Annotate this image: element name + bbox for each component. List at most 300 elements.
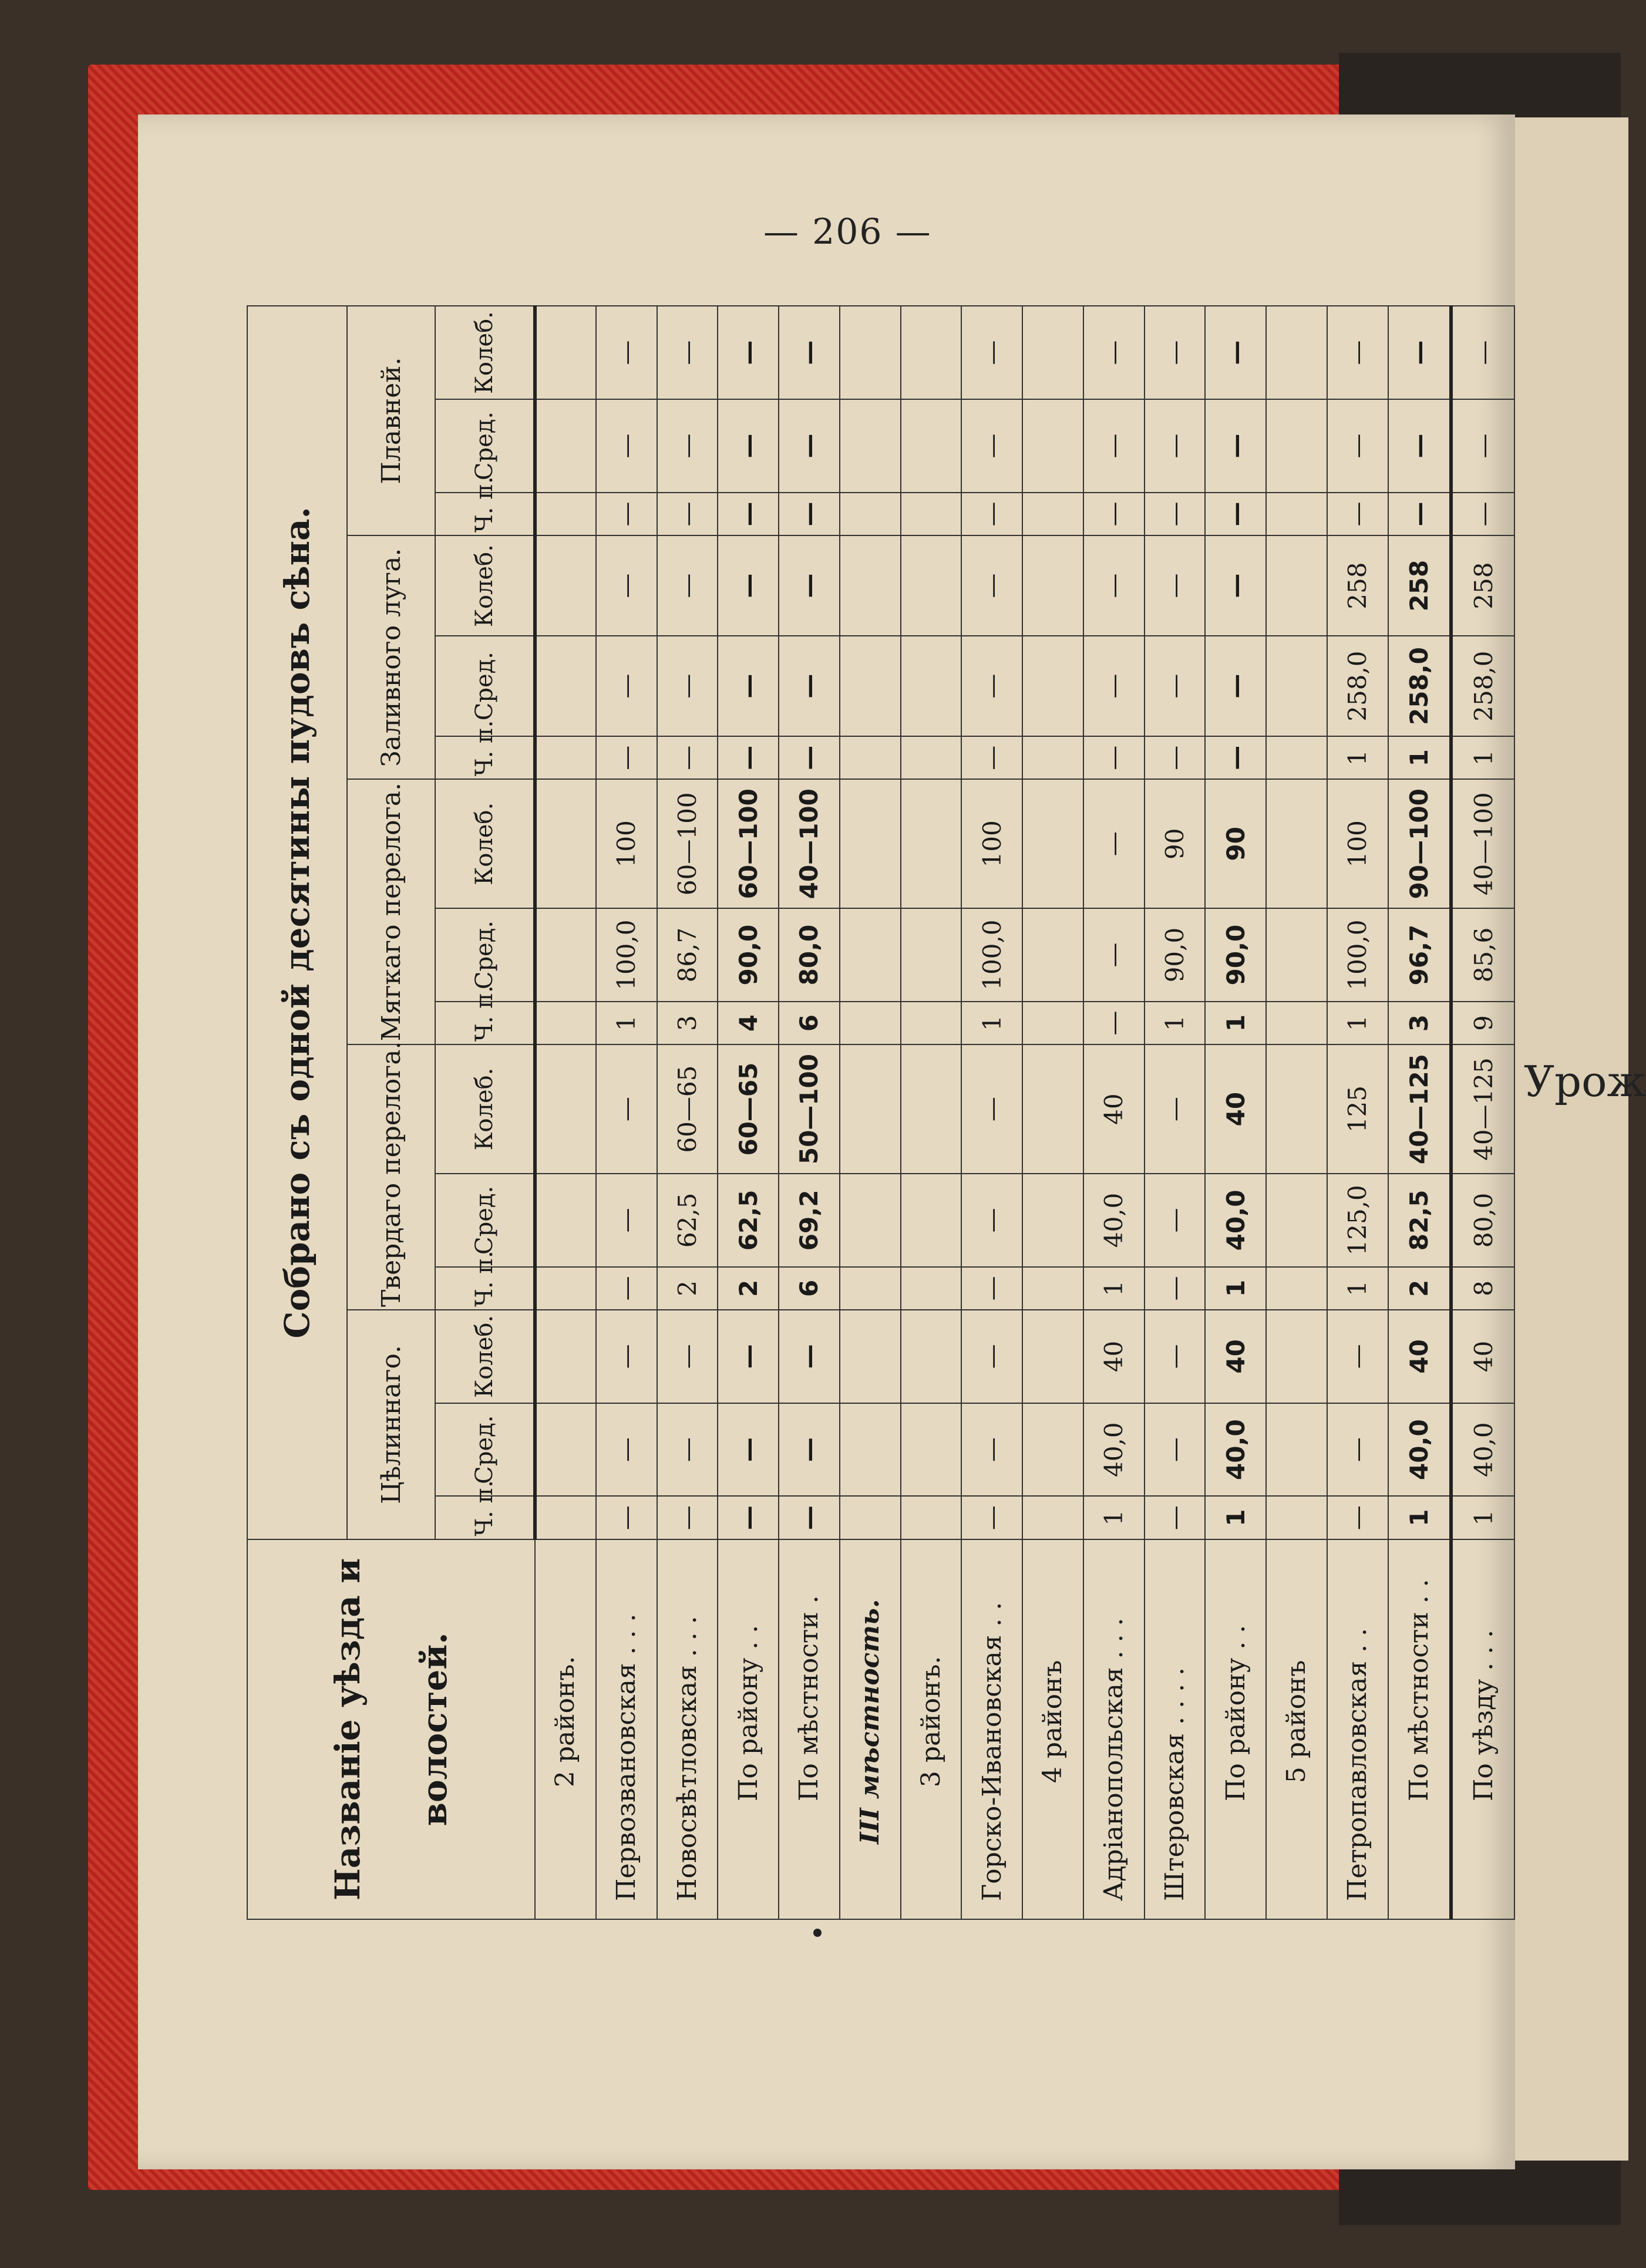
table-cell: 100,0	[596, 908, 657, 1002]
table-cell: —	[1145, 736, 1206, 779]
table-cell: —	[1145, 493, 1206, 535]
hay-yield-table	[247, 305, 1515, 1920]
sub-header: Сред.	[435, 1174, 535, 1267]
table-cell: 1	[1083, 1497, 1145, 1539]
table-cell	[1022, 535, 1083, 636]
table-cell: 62,5	[657, 1174, 718, 1267]
table-cell: —	[1451, 399, 1514, 493]
group-header: Заливного луга.	[347, 535, 435, 779]
table-cell: 90,0	[718, 908, 779, 1002]
table-cell: 96,7	[1388, 908, 1452, 1002]
table-cell: —	[961, 1497, 1022, 1539]
table-cell: 258	[1451, 535, 1514, 636]
table-cell	[840, 1497, 901, 1539]
next-page-fragment: Урож	[1524, 1057, 1646, 1106]
table-cell: —	[657, 1497, 718, 1539]
table-cell: 9	[1451, 1002, 1514, 1044]
group-header: Твердаго перелога.	[347, 1044, 435, 1310]
name-header-line1: Названіе уѣзда и	[328, 1558, 368, 1900]
table-cell	[840, 1267, 901, 1310]
next-page-edge	[1512, 117, 1646, 2161]
table-cell: 90,0	[1145, 908, 1206, 1002]
table-cell: 100	[596, 779, 657, 908]
table-row	[1205, 306, 1266, 1919]
table-cell	[1022, 493, 1083, 535]
table-cell: 40—125	[1388, 1044, 1452, 1174]
table-cell	[901, 535, 962, 636]
table-cell: —	[1083, 736, 1145, 779]
table-cell: 4	[718, 1002, 779, 1044]
table-cell: —	[779, 306, 840, 399]
table-cell	[901, 1267, 962, 1310]
table-cell	[535, 1310, 596, 1403]
table-cell: —	[779, 636, 840, 736]
name-header	[247, 1539, 535, 1919]
table-cell: —	[961, 1310, 1022, 1403]
table-cell: —	[596, 636, 657, 736]
table-cell: —	[961, 1267, 1022, 1310]
row-name: Адріанопольская . . .	[1083, 1539, 1145, 1919]
sub-header: Колеб.	[435, 535, 535, 636]
table-cell: —	[596, 1403, 657, 1497]
table-row	[657, 306, 718, 1919]
table-cell: —	[1083, 908, 1145, 1002]
table-cell: 1	[596, 1002, 657, 1044]
row-name: Первозвановская . . .	[596, 1539, 657, 1919]
table-cell: —	[596, 1497, 657, 1539]
table-row	[1327, 306, 1388, 1919]
table-row	[1022, 306, 1083, 1919]
table-cell	[1022, 736, 1083, 779]
table-cell: —	[1205, 736, 1266, 779]
table-cell: —	[1327, 493, 1388, 535]
table-cell: —	[657, 636, 718, 736]
table-cell: 1	[961, 1002, 1022, 1044]
table-cell: —	[961, 1174, 1022, 1267]
table-cell: 90—100	[1388, 779, 1452, 908]
table-cell: 40	[1083, 1044, 1145, 1174]
table-cell: 1	[1205, 1497, 1266, 1539]
table-cell	[901, 1002, 962, 1044]
table-cell: —	[1205, 636, 1266, 736]
table-cell: 258,0	[1327, 636, 1388, 736]
table-cell: 40,0	[1451, 1403, 1514, 1497]
table-cell: —	[1083, 779, 1145, 908]
table-cell: —	[718, 1403, 779, 1497]
table-row	[840, 306, 901, 1919]
table-cell	[840, 399, 901, 493]
table-cell: —	[1145, 636, 1206, 736]
table-cell	[1022, 636, 1083, 736]
table-cell	[1022, 1267, 1083, 1310]
table-row	[961, 306, 1022, 1919]
table-cell: —	[596, 399, 657, 493]
page-speck	[813, 1929, 822, 1937]
table-row	[718, 306, 779, 1919]
sub-header: Ч. п.	[435, 493, 535, 535]
table-cell: —	[961, 1044, 1022, 1174]
table-cell	[1022, 1497, 1083, 1539]
table-cell: —	[1205, 306, 1266, 399]
table-cell	[535, 1002, 596, 1044]
table-cell	[1022, 1403, 1083, 1497]
table-cell	[840, 1044, 901, 1174]
table-cell	[901, 399, 962, 493]
row-name: 2 районъ.	[535, 1539, 596, 1919]
group-header: Мягкаго перелога.	[347, 779, 435, 1044]
row-name: По уѣзду . . .	[1451, 1539, 1514, 1919]
table-cell: 40,0	[1205, 1403, 1266, 1497]
table-row	[1388, 306, 1452, 1919]
table-cell: 3	[657, 1002, 718, 1044]
table-cell: 100	[961, 779, 1022, 908]
table-cell: 60—100	[718, 779, 779, 908]
page-number: — 206 —	[763, 211, 932, 252]
table-cell: 258,0	[1388, 636, 1452, 736]
table-cell	[535, 779, 596, 908]
table-row	[596, 306, 657, 1919]
table-cell: 40	[1083, 1310, 1145, 1403]
table-cell	[1266, 636, 1327, 736]
table-cell: 1	[1451, 1497, 1514, 1539]
table-cell: —	[718, 736, 779, 779]
row-name: 5 районъ	[1266, 1539, 1327, 1919]
table-cell: —	[596, 736, 657, 779]
table-cell: —	[1327, 1497, 1388, 1539]
table-cell	[1266, 1310, 1327, 1403]
table-cell	[901, 1310, 962, 1403]
table-cell: —	[1083, 399, 1145, 493]
row-name: Петропавловская . .	[1327, 1539, 1388, 1919]
table-cell: 40,0	[1205, 1174, 1266, 1267]
table-cell: —	[1388, 493, 1452, 535]
table-cell	[1022, 1310, 1083, 1403]
table-cell: 50—100	[779, 1044, 840, 1174]
table-cell: —	[596, 306, 657, 399]
table-cell	[1266, 908, 1327, 1002]
table-cell: —	[1145, 535, 1206, 636]
sub-header: Ч. п.	[435, 1002, 535, 1044]
table-cell: —	[596, 1174, 657, 1267]
table-cell: —	[1083, 306, 1145, 399]
table-cell: —	[1388, 399, 1452, 493]
table-cell: —	[961, 399, 1022, 493]
table-cell: 40—100	[1451, 779, 1514, 908]
table-cell	[901, 306, 962, 399]
sub-header: Сред.	[435, 908, 535, 1002]
table-row	[1083, 306, 1145, 1919]
table-cell	[1266, 1002, 1327, 1044]
table-cell: 69,2	[779, 1174, 840, 1267]
row-name: 3 районъ.	[901, 1539, 962, 1919]
table-cell	[901, 1044, 962, 1174]
table-cell	[1266, 535, 1327, 636]
table-cell	[1266, 1174, 1327, 1267]
table-cell: 40	[1388, 1310, 1452, 1403]
table-cell: 40,0	[1388, 1403, 1452, 1497]
table-cell	[1266, 493, 1327, 535]
sub-header: Ч. п.	[435, 1497, 535, 1539]
table-cell	[1266, 399, 1327, 493]
table-cell: —	[1083, 493, 1145, 535]
table-cell: —	[1083, 636, 1145, 736]
table-cell: —	[1145, 399, 1206, 493]
table-cell: 1	[1451, 736, 1514, 779]
sub-header: Ч. п.	[435, 736, 535, 779]
table-cell	[1022, 306, 1083, 399]
table-cell	[840, 636, 901, 736]
sub-header: Сред.	[435, 1403, 535, 1497]
table-cell: 85,6	[1451, 908, 1514, 1002]
table-cell: —	[1145, 1403, 1206, 1497]
table-cell: 1	[1327, 736, 1388, 779]
table-cell	[535, 1403, 596, 1497]
table-cell: —	[961, 736, 1022, 779]
table-cell: 258	[1388, 535, 1452, 636]
table-cell: —	[1388, 306, 1452, 399]
table-cell: 40,0	[1083, 1403, 1145, 1497]
table-cell	[535, 535, 596, 636]
table-cell: 6	[779, 1267, 840, 1310]
table-cell: 100,0	[961, 908, 1022, 1002]
table-cell: —	[596, 535, 657, 636]
table-cell: —	[961, 493, 1022, 535]
sub-header: Сред.	[435, 636, 535, 736]
table-cell	[1022, 1174, 1083, 1267]
table-cell: 6	[779, 1002, 840, 1044]
table-cell: —	[657, 306, 718, 399]
table-cell: —	[779, 535, 840, 636]
table-cell	[840, 1310, 901, 1403]
table-cell: 100	[1327, 779, 1388, 908]
table-cell: —	[596, 1310, 657, 1403]
table-cell	[1266, 736, 1327, 779]
table-cell: —	[1145, 306, 1206, 399]
table-cell: 90	[1145, 779, 1206, 908]
row-name: По мѣстности . .	[1388, 1539, 1452, 1919]
table-cell: 90,0	[1205, 908, 1266, 1002]
table-cell: —	[961, 1403, 1022, 1497]
table-cell	[535, 736, 596, 779]
name-header-line2: волостей.	[415, 1632, 455, 1826]
table-cell: 125	[1327, 1044, 1388, 1174]
table-cell: 80,0	[1451, 1174, 1514, 1267]
table-row	[901, 306, 962, 1919]
table-cell: —	[779, 493, 840, 535]
sub-header: Колеб.	[435, 779, 535, 908]
sub-header: Колеб.	[435, 1310, 535, 1403]
table-cell: —	[779, 1497, 840, 1539]
row-name: По району . .	[718, 1539, 779, 1919]
table-cell	[1266, 1267, 1327, 1310]
table-cell: —	[596, 1044, 657, 1174]
table-row	[1451, 306, 1514, 1919]
table-cell: —	[718, 306, 779, 399]
table-cell: —	[1205, 535, 1266, 636]
table-cell: 40	[1451, 1310, 1514, 1403]
table-cell	[901, 1497, 962, 1539]
table-cell: 3	[1388, 1002, 1452, 1044]
table-cell: —	[718, 399, 779, 493]
table-cell	[535, 399, 596, 493]
table-cell: 1	[1327, 1002, 1388, 1044]
table-cell: —	[1327, 306, 1388, 399]
table-title: Собрано съ одной десятины пудовъ сѣна.	[247, 306, 347, 1539]
table-cell: 258,0	[1451, 636, 1514, 736]
table-cell	[1022, 1002, 1083, 1044]
row-name: Горско-Ивановская . .	[961, 1539, 1022, 1919]
table-cell	[840, 535, 901, 636]
table-cell: 40	[1205, 1044, 1266, 1174]
table-cell: —	[657, 535, 718, 636]
table-cell: —	[1145, 1267, 1206, 1310]
table-cell	[1022, 908, 1083, 1002]
table-cell	[1266, 1403, 1327, 1497]
table-cell	[901, 636, 962, 736]
group-header: Плавней.	[347, 306, 435, 535]
row-name: По району . .	[1205, 1539, 1266, 1919]
table-cell: 60—65	[657, 1044, 718, 1174]
table-cell: —	[1327, 1310, 1388, 1403]
table-cell	[1022, 399, 1083, 493]
table-cell	[535, 306, 596, 399]
table-cell: 258	[1327, 535, 1388, 636]
table-cell: —	[961, 306, 1022, 399]
table-cell: 62,5	[718, 1174, 779, 1267]
table-cell: —	[657, 399, 718, 493]
table-cell	[840, 736, 901, 779]
group-header: Цѣлиннаго.	[347, 1310, 435, 1539]
table-cell	[840, 908, 901, 1002]
table-cell: —	[1327, 1403, 1388, 1497]
table-cell: 1	[1205, 1002, 1266, 1044]
table-row	[535, 306, 596, 1919]
table-cell	[901, 908, 962, 1002]
row-name: По мѣстности .	[779, 1539, 840, 1919]
table-cell: —	[718, 493, 779, 535]
table-cell: —	[1451, 493, 1514, 535]
table-cell	[901, 779, 962, 908]
table-cell: —	[657, 736, 718, 779]
table-cell: —	[1451, 306, 1514, 399]
table-cell: 1	[1388, 1497, 1452, 1539]
table-row	[1145, 306, 1206, 1919]
table-cell: 100,0	[1327, 908, 1388, 1002]
table-cell: —	[1145, 1310, 1206, 1403]
table-cell: —	[1205, 399, 1266, 493]
table-row	[779, 306, 840, 1919]
table-cell: 60—100	[657, 779, 718, 908]
table-cell: —	[718, 636, 779, 736]
table-cell: 80,0	[779, 908, 840, 1002]
table-cell: 8	[1451, 1267, 1514, 1310]
table-cell: 40,0	[1083, 1174, 1145, 1267]
table-cell	[840, 493, 901, 535]
table-cell	[840, 1174, 901, 1267]
table-cell: 2	[657, 1267, 718, 1310]
table-cell: 125,0	[1327, 1174, 1388, 1267]
table-cell: 60—65	[718, 1044, 779, 1174]
table-cell	[1266, 1497, 1327, 1539]
table-cell: 40—100	[779, 779, 840, 908]
table-cell	[1022, 1044, 1083, 1174]
table-cell	[840, 1403, 901, 1497]
table-cell	[840, 779, 901, 908]
table-cell: —	[1327, 399, 1388, 493]
table-cell: 1	[1145, 1002, 1206, 1044]
row-name: Новосвѣтловская . . .	[657, 1539, 718, 1919]
table-cell: —	[718, 1497, 779, 1539]
data-table	[247, 305, 1515, 1920]
table-cell	[1022, 779, 1083, 908]
table-cell: —	[779, 1310, 840, 1403]
table-cell: —	[779, 736, 840, 779]
table-cell: 1	[1083, 1267, 1145, 1310]
table-cell: —	[1205, 493, 1266, 535]
table-cell: —	[779, 399, 840, 493]
table-cell: —	[1145, 1497, 1206, 1539]
table-cell: —	[596, 1267, 657, 1310]
table-cell: 1	[1388, 736, 1452, 779]
table-cell	[1266, 306, 1327, 399]
table-cell: 90	[1205, 779, 1266, 908]
table-cell	[1266, 1044, 1327, 1174]
table-cell: —	[1083, 535, 1145, 636]
sub-header: Колеб.	[435, 1044, 535, 1174]
table-cell	[901, 493, 962, 535]
table-cell	[840, 306, 901, 399]
sub-header: Колеб.	[435, 306, 535, 399]
table-row	[1266, 306, 1327, 1919]
table-cell: —	[1083, 1002, 1145, 1044]
table-cell: —	[961, 535, 1022, 636]
table-cell: 1	[1205, 1267, 1266, 1310]
table-cell	[901, 1174, 962, 1267]
table-cell	[901, 736, 962, 779]
table-cell: 40	[1205, 1310, 1266, 1403]
table-cell	[535, 908, 596, 1002]
sub-header: Ч. п.	[435, 1267, 535, 1310]
table-cell	[535, 1497, 596, 1539]
table-cell: —	[961, 636, 1022, 736]
row-name: 4 районъ	[1022, 1539, 1083, 1919]
table-cell: 2	[718, 1267, 779, 1310]
table-cell: —	[657, 1310, 718, 1403]
sub-header: Сред.	[435, 399, 535, 493]
table-cell	[840, 1002, 901, 1044]
table-cell	[535, 1044, 596, 1174]
row-name: Штеровская . . . .	[1145, 1539, 1206, 1919]
table-cell: —	[657, 1403, 718, 1497]
table-cell: —	[657, 493, 718, 535]
table-cell: 1	[1327, 1267, 1388, 1310]
table-cell: 40—125	[1451, 1044, 1514, 1174]
table-cell: —	[779, 1403, 840, 1497]
table-cell	[901, 1403, 962, 1497]
table-cell	[535, 636, 596, 736]
table-cell	[535, 1267, 596, 1310]
table-cell: 2	[1388, 1267, 1452, 1310]
table-cell: —	[1145, 1044, 1206, 1174]
table-cell	[535, 493, 596, 535]
table-cell: 82,5	[1388, 1174, 1452, 1267]
table-cell: —	[718, 1310, 779, 1403]
table-cell	[1266, 779, 1327, 908]
table-cell: 86,7	[657, 908, 718, 1002]
table-cell	[535, 1174, 596, 1267]
table-cell: —	[1145, 1174, 1206, 1267]
table-cell: —	[596, 493, 657, 535]
